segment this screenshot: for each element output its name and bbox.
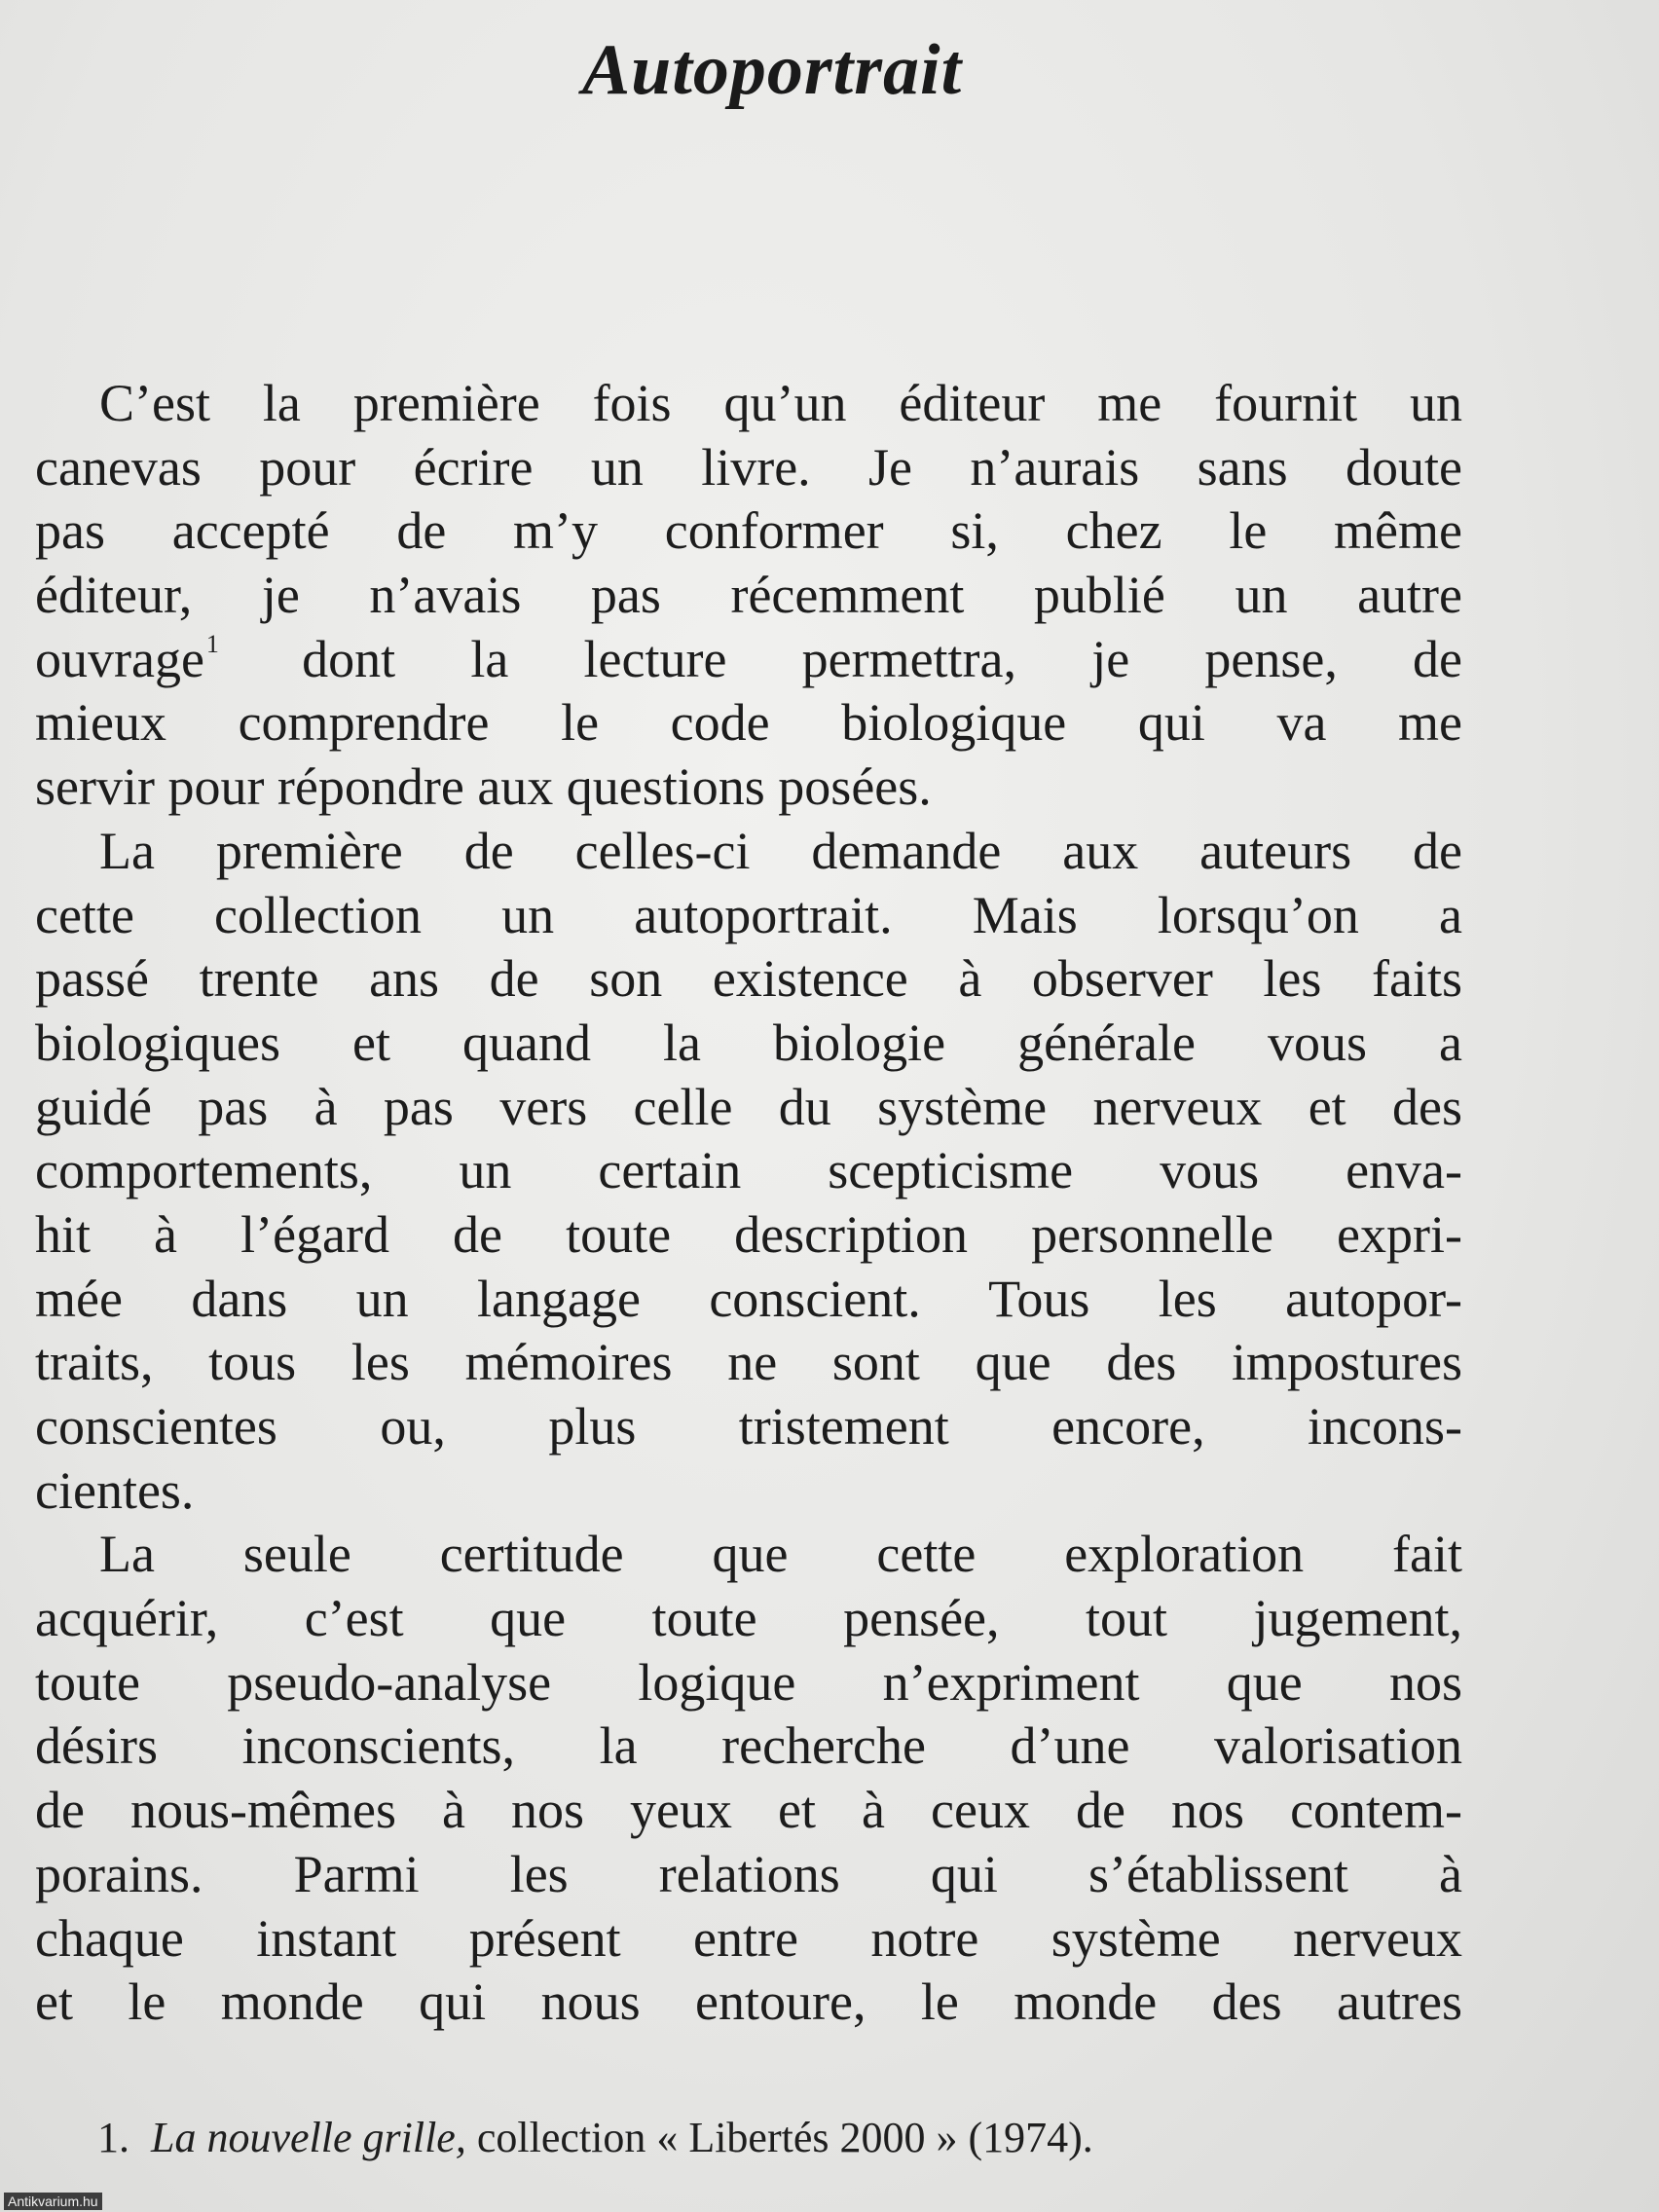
text-line: servir pour répondre aux questions posées. bbox=[35, 757, 932, 817]
text-line: biologiques et quand la biologie générale vous a bbox=[35, 1013, 1462, 1072]
text-line: passé trente ans de son existence à observer les faits bbox=[35, 949, 1462, 1009]
footnote-number: 1. bbox=[97, 2114, 129, 2161]
text-line: traits, tous les mémoires ne sont que des impostures bbox=[35, 1333, 1462, 1392]
text-fragment: dont la lecture permettra, je pense, de bbox=[302, 629, 1463, 688]
text-line: cette collection un autoportrait. Mais lorsqu’on a bbox=[35, 885, 1462, 944]
text-line: éditeur, je n’avais pas récemment publié un autre bbox=[35, 566, 1462, 625]
text-line: La seule certitude que cette exploration fait bbox=[99, 1525, 1462, 1584]
book-page bbox=[35, 0, 1462, 2212]
chapter-title: Autoportrait bbox=[581, 30, 963, 110]
text-line: mieux comprendre le code biologique qui va me bbox=[35, 693, 1462, 753]
text-line bbox=[35, 628, 1462, 692]
text-line: pas accepté de m’y conformer si, chez le même bbox=[35, 501, 1462, 561]
text-line: guidé pas à pas vers celle du système nerveux et des bbox=[35, 1077, 1462, 1136]
text-line: désirs inconscients, la recherche d’une valorisation bbox=[35, 1716, 1462, 1776]
text-line: acquérir, c’est que toute pensée, tout jugement, bbox=[35, 1589, 1462, 1648]
body-text bbox=[35, 372, 1462, 2035]
text-fragment: ouvrage bbox=[35, 629, 204, 688]
text-line: porains. Parmi les relations qui s’établissent à bbox=[35, 1844, 1462, 1903]
text-line: comportements, un certain scepticisme vous enva- bbox=[35, 1141, 1462, 1200]
footnote bbox=[97, 2111, 1441, 2165]
text-line: hit à l’égard de toute description personnelle expri- bbox=[35, 1204, 1462, 1264]
text-line: toute pseudo-analyse logique n’expriment que nos bbox=[35, 1652, 1462, 1712]
text-line: canevas pour écrire un livre. Je n’aurais sans doute bbox=[35, 437, 1462, 497]
text-line: cientes. bbox=[35, 1460, 195, 1520]
text-line: et le monde qui nous entoure, le monde des autres bbox=[35, 1972, 1462, 2032]
text-line: mée dans un langage conscient. Tous les autopor- bbox=[35, 1269, 1462, 1328]
text-line: C’est la première fois qu’un éditeur me fournit un bbox=[99, 374, 1462, 432]
text-line: chaque instant présent entre notre système nerveux bbox=[35, 1908, 1462, 1968]
watermark: Antikvarium.hu bbox=[4, 2193, 102, 2210]
text-line: La première de celles-ci demande aux auteurs de bbox=[99, 821, 1462, 880]
footnote-marker: 1 bbox=[205, 629, 219, 658]
text-line: de nous-mêmes à nos yeux et à ceux de nos contem- bbox=[35, 1781, 1462, 1840]
footnote-book-title: La nouvelle grille, bbox=[151, 2114, 466, 2161]
footnote-text: collection « Libertés 2000 » (1974). bbox=[476, 2114, 1093, 2161]
text-line: conscientes ou, plus tristement encore, incons- bbox=[35, 1397, 1462, 1456]
